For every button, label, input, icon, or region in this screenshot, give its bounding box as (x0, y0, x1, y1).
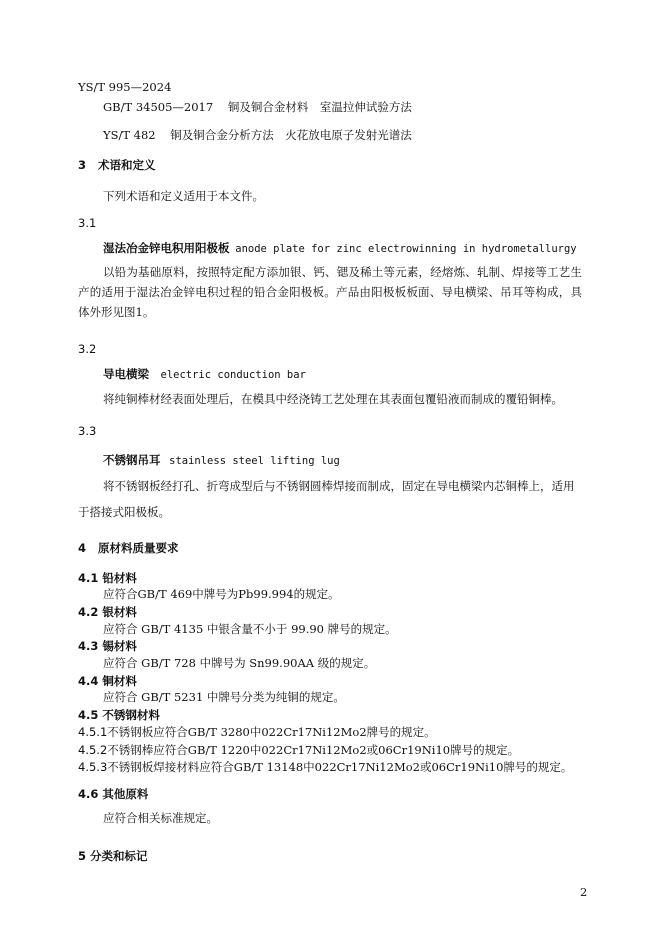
term-en: anode plate for zinc electrowinning in hydrometallurgy (235, 243, 577, 255)
clause-number: 4.5.2 (78, 743, 108, 757)
subsection-number: 4.3 (78, 639, 99, 653)
section-3-intro: 下列术语和定义适用于本文件。 (103, 189, 264, 203)
subsection-number: 4.4 (78, 674, 99, 688)
section-title: 分类和标记 (90, 849, 148, 863)
ref-code: YS/T 482 (103, 128, 156, 142)
subsection-heading (78, 604, 137, 620)
subsection-text: 应符合相关标准规定。 (103, 811, 218, 825)
term-definition-line: 将不锈钢板经打孔、折弯成型后与不锈钢圆棒焊接而制成，固定在导电横梁内芯铜棒上，适用 (103, 479, 575, 493)
term-definition-line: 于搭接式阳极板。 (78, 505, 170, 519)
doc-code: YS/T 995—2024 (78, 80, 172, 94)
term-heading (103, 452, 340, 469)
ref-code: GB/T 34505—2017 (103, 100, 214, 114)
ref-title: 铜及铜合金分析方法 火花放电原子发射光谱法 (170, 128, 412, 142)
section-5-heading (78, 848, 148, 864)
subsection-heading (78, 707, 160, 723)
term-number: 3.1 (78, 216, 97, 230)
term-en: electric conduction bar (160, 369, 306, 381)
term-heading (103, 366, 306, 383)
subsection-heading (78, 673, 137, 689)
term-number: 3.2 (78, 342, 97, 356)
subsection-number: 4.5 (78, 708, 99, 722)
subsection-number: 4.2 (78, 605, 99, 619)
section-number: 5 (78, 849, 87, 863)
subsection-title: 铅材料 (102, 571, 137, 585)
term-definition: 将纯铜棒材经表面处理后，在模具中经浇铸工艺处理在其表面包覆铅液而制成的覆铅铜棒。 (103, 392, 563, 406)
term-en: stainless steel lifting lug (169, 455, 340, 467)
subsection-title: 银材料 (102, 605, 137, 619)
term-definition: 以铅为基础原料，按照特定配方添加银、钙、锶及稀土等元素，经熔炼、轧制、焊接等工艺生产的适用于湿法冶金锌电积过程的铅合金阳极板。产品由阳极板板面、导电横梁、吊耳等构成，具体外形见图1。 (78, 265, 582, 319)
term-heading (103, 240, 577, 257)
clause-item (78, 759, 572, 775)
clause-number: 4.5.1 (78, 725, 108, 739)
term-cn: 湿法冶金锌电积用阳极板 (103, 241, 230, 255)
subsection-title: 不锈钢材料 (102, 708, 160, 722)
section-title: 原材料质量要求 (98, 541, 179, 555)
term-cn: 不锈钢吊耳 (103, 453, 161, 467)
section-3-heading (78, 157, 156, 173)
subsection-number: 4.1 (78, 571, 99, 585)
subsection-title: 铜材料 (102, 674, 137, 688)
subsection-heading (78, 786, 148, 802)
section-number: 4 (78, 541, 87, 555)
clause-item (78, 724, 436, 740)
ref-title: 铜及铜合金材料 室温拉伸试验方法 (227, 100, 412, 114)
subsection-heading (78, 570, 137, 586)
clause-text: 不锈钢棒应符合GB/T 1220中022Cr17Ni12Mo2或06Cr19Ni10牌号的规定。 (107, 743, 520, 757)
subsection-number: 4.6 (78, 787, 99, 801)
term-number: 3.3 (78, 424, 97, 438)
term-cn: 导电横梁 (103, 367, 149, 381)
page-number: 2 (580, 885, 588, 899)
section-title: 术语和定义 (98, 158, 156, 172)
subsection-text: 应符合 GB/T 728 中牌号为 Sn99.90AA 级的规定。 (103, 656, 376, 670)
subsection-text: 应符合 GB/T 4135 中银含量不小于 99.90 牌号的规定。 (103, 622, 397, 636)
subsection-title: 锡材料 (102, 639, 137, 653)
subsection-heading (78, 638, 137, 654)
ref-item (103, 127, 412, 143)
subsection-text: 应符合GB/T 469中牌号为Pb99.994的规定。 (103, 587, 340, 601)
section-4-heading (78, 540, 179, 556)
subsection-text: 应符合 GB/T 5231 中牌号分类为纯铜的规定。 (103, 690, 345, 704)
clause-item (78, 742, 519, 758)
ref-item (103, 99, 412, 115)
clause-text: 不锈钢板应符合GB/T 3280中022Cr17Ni12Mo2牌号的规定。 (107, 725, 436, 739)
clause-number: 4.5.3 (78, 760, 108, 774)
subsection-title: 其他原料 (102, 787, 149, 801)
clause-text: 不锈钢板焊接材料应符合GB/T 13148中022Cr17Ni12Mo2或06Cr19Ni10牌号的规定。 (107, 760, 573, 774)
section-number: 3 (78, 158, 87, 172)
